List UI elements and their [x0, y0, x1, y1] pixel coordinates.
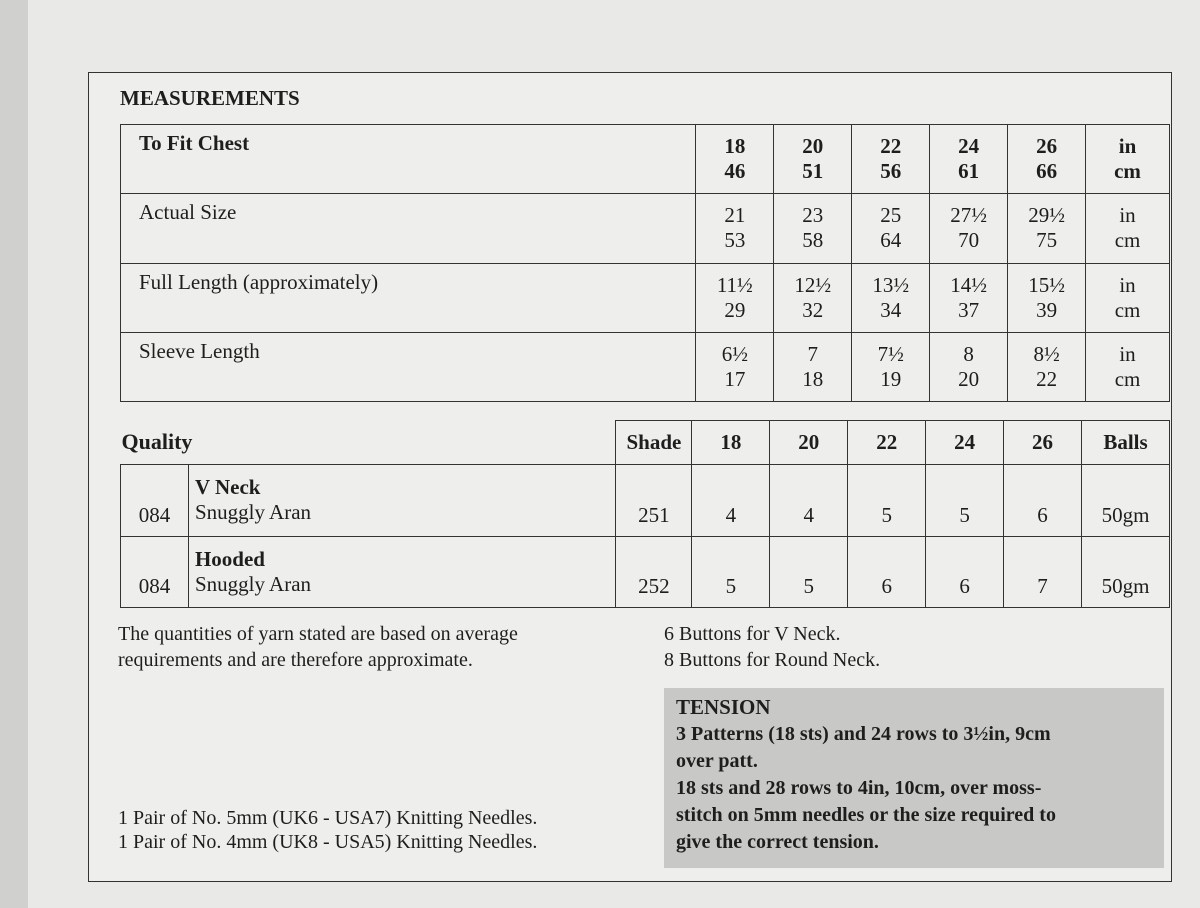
balls-cell: 5	[848, 465, 926, 537]
quality-table	[120, 420, 1170, 608]
quality-code: 084	[121, 536, 189, 608]
table-row	[121, 332, 1170, 401]
table-header-row	[121, 421, 1170, 465]
size-cell: 29½ 75	[1008, 194, 1086, 263]
balls-cell: 4	[692, 465, 770, 537]
page-edge	[0, 0, 28, 908]
table-row	[121, 263, 1170, 332]
tension-line: 3 Patterns (18 sts) and 24 rows to 3½in, 9cm	[676, 723, 1051, 745]
size-cell: 8½ 22	[1008, 332, 1086, 401]
size-cell: 12½ 32	[774, 263, 852, 332]
measurements-table	[120, 124, 1170, 402]
quality-desc	[188, 465, 616, 537]
row-label: Actual Size	[121, 194, 696, 263]
balls-cell: 7	[1004, 536, 1082, 608]
balls-cell: 4	[770, 465, 848, 537]
tension-line: give the correct tension.	[676, 831, 879, 853]
tension-line: 18 sts and 28 rows to 4in, 10cm, over moss-	[676, 777, 1042, 799]
row-label: To Fit Chest	[121, 125, 696, 194]
quality-code: 084	[121, 465, 189, 537]
size-cell: 22 56	[852, 125, 930, 194]
size-cell: 24 61	[930, 125, 1008, 194]
size-cell: 6½ 17	[696, 332, 774, 401]
size-cell: 20 51	[774, 125, 852, 194]
quality-heading: Quality	[121, 429, 193, 455]
needles-note: 1 Pair of No. 5mm (UK6 - USA7) Knitting Needles. 1 Pair of No. 4mm (UK8 - USA5) Knitting Needles.	[118, 807, 538, 853]
yarn-note: The quantities of yarn stated are based on average requirements and are therefore approximate.	[118, 623, 518, 671]
measurements-heading: MEASUREMENTS	[120, 86, 300, 110]
header-size: 18	[692, 421, 770, 465]
size-cell: 13½ 34	[852, 263, 930, 332]
shade-cell: 251	[616, 465, 692, 537]
header-size: 26	[1004, 421, 1082, 465]
table-row	[121, 125, 1170, 194]
yarn-name: Snuggly Aran	[194, 571, 312, 596]
tension-line: over patt.	[676, 750, 758, 772]
unit-cell: in cm	[1086, 194, 1170, 263]
header-balls: Balls	[1082, 421, 1170, 465]
tension-title: TENSION	[676, 695, 771, 719]
size-cell: 21 53	[696, 194, 774, 263]
yarn-name: Snuggly Aran	[194, 500, 312, 525]
size-cell: 26 66	[1008, 125, 1086, 194]
balls-cell: 5	[692, 536, 770, 608]
balls-cell: 6	[848, 536, 926, 608]
balls-cell: 6	[926, 536, 1004, 608]
header-size: 22	[848, 421, 926, 465]
size-cell: 25 64	[852, 194, 930, 263]
tension-line: stitch on 5mm needles or the size required to	[676, 804, 1056, 826]
size-cell: 23 58	[774, 194, 852, 263]
size-cell: 14½ 37	[930, 263, 1008, 332]
table-row	[121, 465, 1170, 537]
unit-cell: in cm	[1086, 332, 1170, 401]
balls-cell: 6	[1004, 465, 1082, 537]
style-name: Hooded	[194, 546, 265, 571]
balls-cell: 5	[770, 536, 848, 608]
row-label: Full Length (approximately)	[121, 263, 696, 332]
row-label: Sleeve Length	[121, 332, 696, 401]
table-row	[121, 194, 1170, 263]
balls-cell: 5	[926, 465, 1004, 537]
buttons-note: 6 Buttons for V Neck. 8 Buttons for Round Neck.	[664, 623, 881, 671]
size-cell: 7½ 19	[852, 332, 930, 401]
shade-cell: 252	[616, 536, 692, 608]
size-cell: 8 20	[930, 332, 1008, 401]
weight-cell: 50gm	[1082, 536, 1170, 608]
tension-box	[664, 688, 1164, 868]
header-size: 24	[926, 421, 1004, 465]
size-cell: 18 46	[696, 125, 774, 194]
quality-desc	[188, 536, 616, 608]
unit-cell: in cm	[1086, 263, 1170, 332]
header-size: 20	[770, 421, 848, 465]
header-shade: Shade	[616, 421, 692, 465]
size-cell: 7 18	[774, 332, 852, 401]
weight-cell: 50gm	[1082, 465, 1170, 537]
style-name: V Neck	[194, 475, 261, 500]
size-cell: 15½ 39	[1008, 263, 1086, 332]
size-cell: 27½ 70	[930, 194, 1008, 263]
table-row	[121, 536, 1170, 608]
size-cell: 11½ 29	[696, 263, 774, 332]
unit-cell: in cm	[1086, 125, 1170, 194]
